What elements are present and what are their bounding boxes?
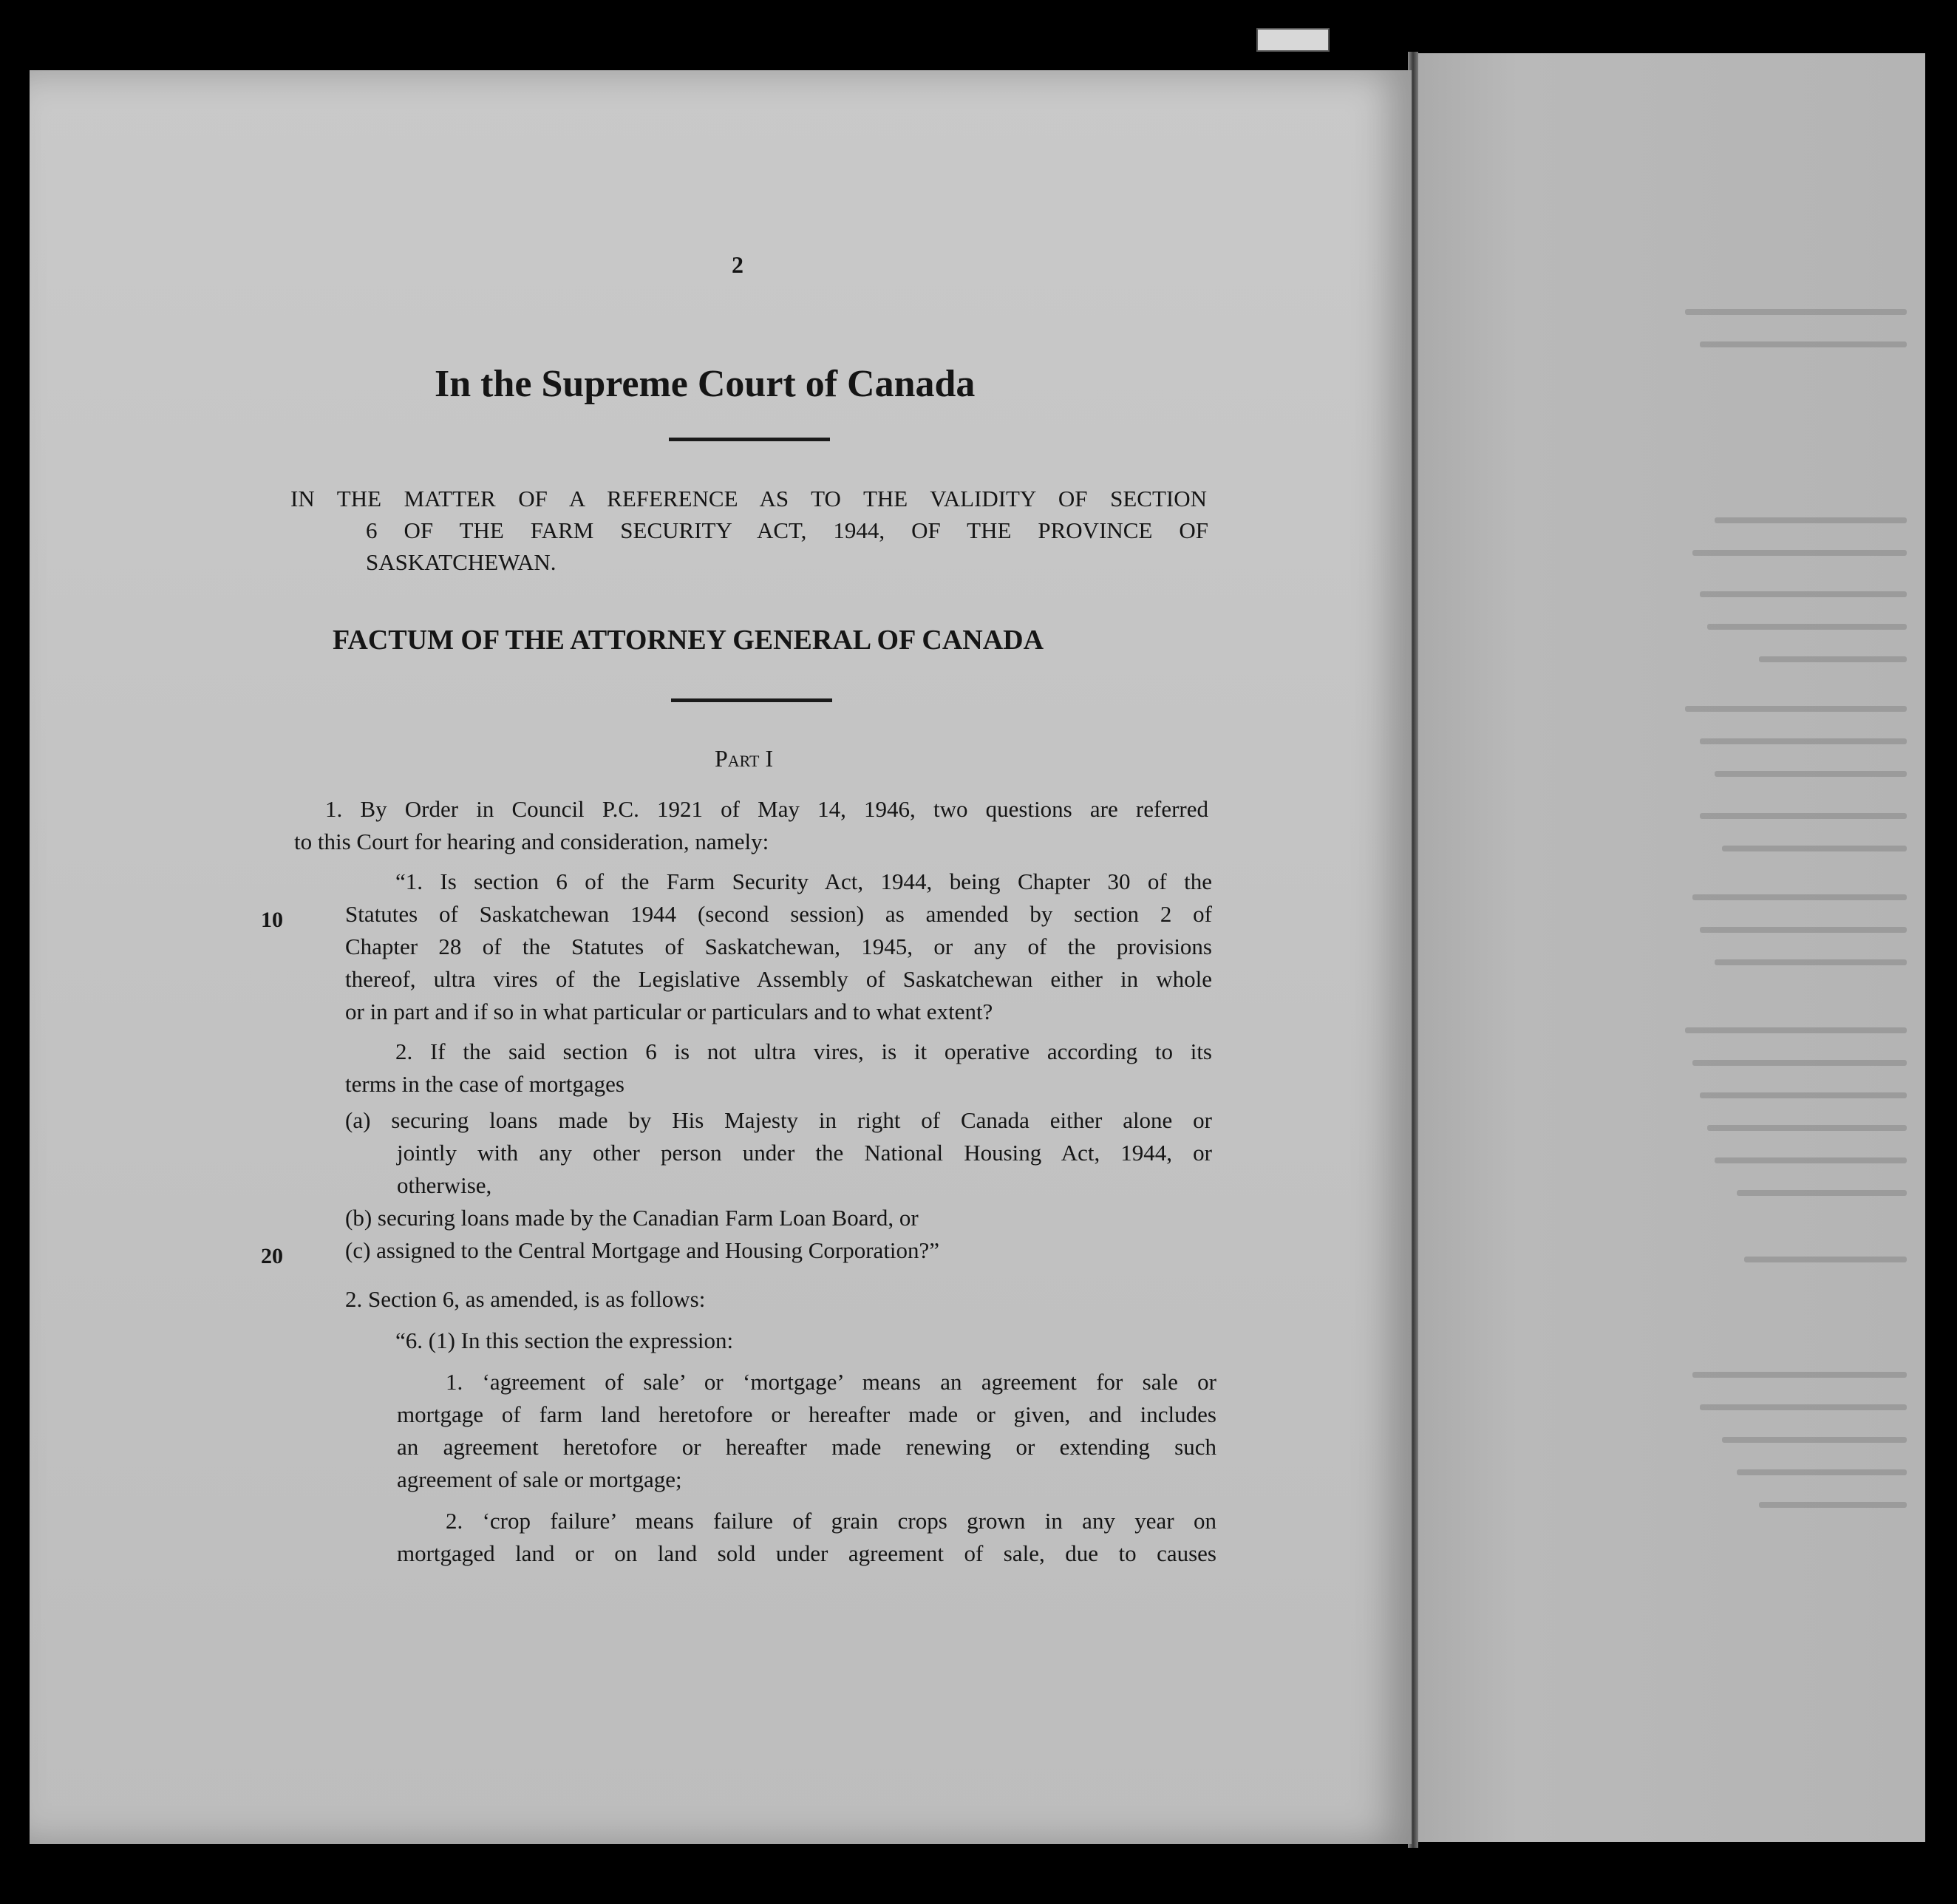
body-line: 2. Section 6, as amended, is as follows: <box>345 1286 706 1312</box>
body-line: terms in the case of mortgages <box>345 1071 624 1097</box>
court-heading: In the Supreme Court of Canada <box>435 363 976 405</box>
page-number: 2 <box>732 251 743 278</box>
body-line: (c) assigned to the Central Mortgage and Housing Corporation?” <box>345 1237 940 1263</box>
body-line: mortgaged land or on land sold under agreement of sale, due to causes <box>397 1540 1216 1566</box>
body-line: to this Court for hearing and consideration, namely: <box>294 829 769 854</box>
matter-line: SASKATCHEWAN. <box>366 549 557 575</box>
body-line: an agreement heretofore or hereafter made renewing or extending such <box>397 1434 1216 1460</box>
body-line: 2. If the said section 6 is not ultra vires, is it operative according to its <box>395 1038 1212 1064</box>
body-line: Statutes of Saskatchewan 1944 (second session) as amended by section 2 of <box>345 901 1212 927</box>
body-line: otherwise, <box>397 1172 492 1198</box>
body-line: “1. Is section 6 of the Farm Security Act, 1944, being Chapter 30 of the <box>395 868 1212 894</box>
body-line: (a) securing loans made by His Majesty in right of Canada either alone or <box>345 1107 1212 1133</box>
body-line: mortgage of farm land heretofore or hereafter made or given, and includes <box>397 1401 1216 1427</box>
body-line: “6. (1) In this section the expression: <box>395 1327 734 1353</box>
body-line: or in part and if so in what particular or particulars and to what extent? <box>345 999 993 1024</box>
body-line: 2. ‘crop failure’ means failure of grain crops grown in any year on <box>446 1508 1216 1534</box>
line-number-marker: 20 <box>261 1244 283 1268</box>
matter-line: 6 OF THE FARM SECURITY ACT, 1944, OF THE PROVINCE OF <box>366 517 1208 543</box>
right-page <box>1415 53 1925 1842</box>
matter-line: IN THE MATTER OF A REFERENCE AS TO THE VALIDITY OF SECTION <box>290 486 1207 511</box>
body-line: 1. ‘agreement of sale’ or ‘mortgage’ means an agreement for sale or <box>446 1369 1216 1395</box>
section-rule <box>671 698 832 702</box>
page-tab <box>1256 28 1330 52</box>
part-heading: Part I <box>715 745 774 772</box>
body-line: Chapter 28 of the Statutes of Saskatchewan, 1945, or any of the provisions <box>345 934 1212 959</box>
body-line: agreement of sale or mortgage; <box>397 1466 682 1492</box>
line-number-marker: 10 <box>261 908 283 932</box>
body-line: thereof, ultra vires of the Legislative Assembly of Saskatchewan either in whole <box>345 966 1212 992</box>
body-line: jointly with any other person under the National Housing Act, 1944, or <box>397 1140 1212 1166</box>
body-line: (b) securing loans made by the Canadian Farm Loan Board, or <box>345 1205 919 1231</box>
heading-rule <box>669 438 830 441</box>
factum-heading: FACTUM OF THE ATTORNEY GENERAL OF CANADA <box>333 625 1044 656</box>
body-line: 1. By Order in Council P.C. 1921 of May 14, 1946, two questions are referred <box>325 796 1208 822</box>
